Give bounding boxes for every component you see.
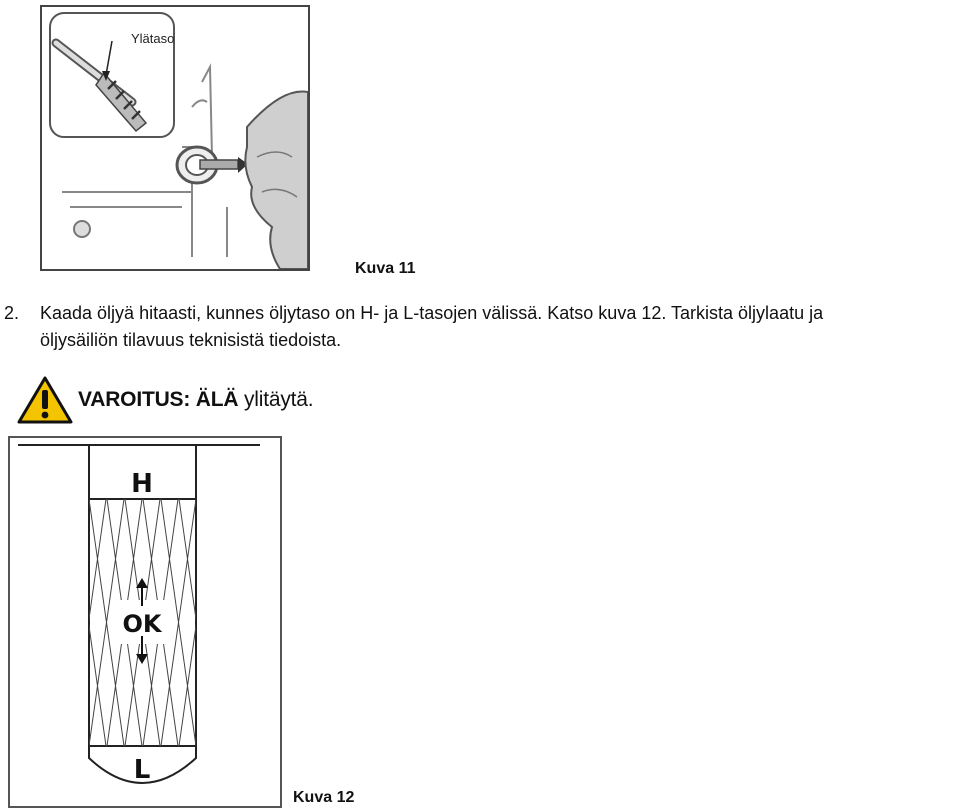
figure-11-caption: Kuva 11 — [355, 260, 416, 277]
step-text-line1: Kaada öljyä hitaasti, kunnes öljytaso on H- ja L-tasojen välissä. Katso kuva 12. Tarkista öljylaatu ja — [40, 303, 824, 323]
warning-label: VAROITUS: ÄLÄ — [78, 388, 239, 411]
instruction-step — [4, 300, 958, 354]
dipstick-drawing — [42, 7, 308, 269]
figure-11-illustration — [40, 5, 310, 271]
warning-text: ylitäytä. — [238, 388, 314, 411]
warning-triangle-icon — [16, 375, 74, 425]
high-level-mark: H — [131, 469, 153, 499]
figure-12-caption: Kuva 12 — [293, 789, 355, 806]
warning-notice — [16, 375, 313, 425]
step-text-line2: öljysäiliön tilavuus teknisistä tiedoista. — [40, 330, 342, 350]
step-number: 2. — [4, 303, 20, 323]
ok-range-mark: OK — [122, 610, 162, 638]
inset-label: Ylätaso — [131, 31, 175, 46]
figure-12-oil-level-diagram — [8, 436, 283, 808]
low-level-mark: L — [133, 755, 151, 785]
